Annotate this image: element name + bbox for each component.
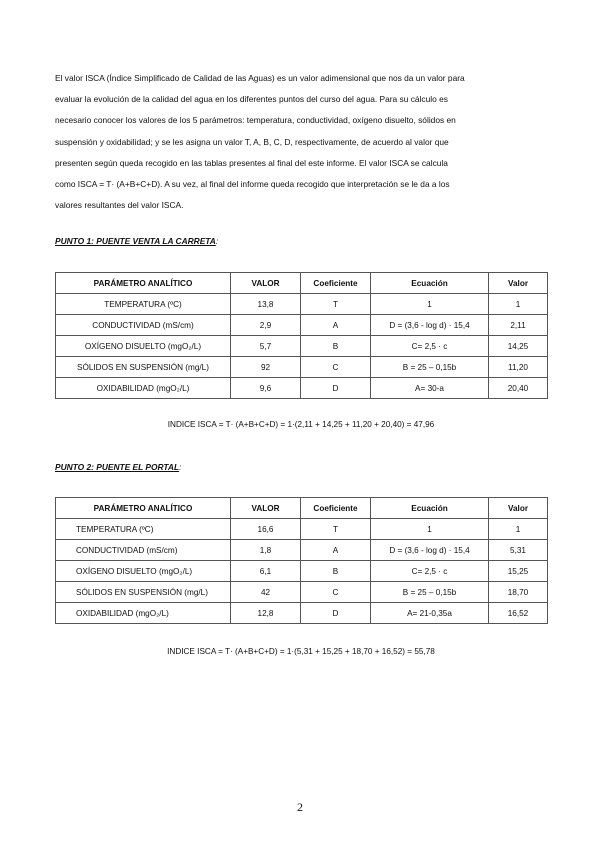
cell-coeficiente: T bbox=[301, 519, 371, 540]
page-number: 2 bbox=[297, 800, 303, 814]
header-coeficiente: Coeficiente bbox=[301, 273, 371, 294]
section-1-isca-formula: INDICE ISCA = T· (A+B+C+D) = 1·(2,11 + 14,25 + 11,20 + 20,40) = 47,96 bbox=[167, 420, 435, 429]
table-row bbox=[56, 540, 548, 561]
cell-valor: 9,6 bbox=[231, 378, 301, 399]
section-2-title-text: PUNTO 2: PUENTE EL PORTAL bbox=[55, 462, 180, 472]
table-row bbox=[56, 378, 548, 399]
intro-line: como ISCA = T· (A+B+C+D). A su vez, al final del informe queda recogido que interpretación se le da a los bbox=[55, 179, 450, 190]
cell-valor: 12,8 bbox=[231, 603, 301, 624]
table-row bbox=[56, 582, 548, 603]
cell-parametro: SÓLIDOS EN SUSPENSIÓN (mg/L) bbox=[56, 357, 231, 378]
table-header-row bbox=[56, 273, 548, 294]
header-valor: VALOR bbox=[231, 498, 301, 519]
cell-valor: 16,6 bbox=[231, 519, 301, 540]
cell-valor: 2,9 bbox=[231, 315, 301, 336]
cell-ecuacion: B = 25 – 0,15b bbox=[371, 582, 489, 603]
cell-resultado: 1 bbox=[489, 519, 548, 540]
cell-resultado: 2,11 bbox=[489, 315, 548, 336]
cell-parametro: OXÍGENO DISUELTO (mgO₂/L) bbox=[56, 561, 231, 582]
cell-coeficiente: B bbox=[301, 561, 371, 582]
header-parametro: PARÁMETRO ANALÍTICO bbox=[56, 273, 231, 294]
cell-valor: 5,7 bbox=[231, 336, 301, 357]
cell-ecuacion: A= 30-a bbox=[371, 378, 489, 399]
cell-resultado: 14,25 bbox=[489, 336, 548, 357]
header-ecuacion: Ecuación bbox=[371, 273, 489, 294]
cell-parametro: CONDUCTIVIDAD (mS/cm) bbox=[56, 315, 231, 336]
cell-coeficiente: T bbox=[301, 294, 371, 315]
cell-ecuacion: C= 2,5 · c bbox=[371, 561, 489, 582]
table-row bbox=[56, 336, 548, 357]
section-1-title-text: PUNTO 1: PUENTE VENTA LA CARRETA bbox=[55, 236, 216, 246]
cell-parametro: SÓLIDOS EN SUSPENSIÓN (mg/L) bbox=[56, 582, 231, 603]
cell-parametro: TEMPERATURA (ºC) bbox=[56, 294, 231, 315]
cell-parametro: OXÍGENO DISUELTO (mgO₂/L) bbox=[56, 336, 231, 357]
cell-ecuacion: C= 2,5 · c bbox=[371, 336, 489, 357]
cell-valor: 1,8 bbox=[231, 540, 301, 561]
section-1-table bbox=[55, 272, 548, 399]
intro-paragraph bbox=[55, 68, 545, 216]
table-header-row bbox=[56, 498, 548, 519]
cell-ecuacion: D = (3,6 - log d) · 15,4 bbox=[371, 540, 489, 561]
header-valor: VALOR bbox=[231, 273, 301, 294]
cell-coeficiente: B bbox=[301, 336, 371, 357]
section-1-title-colon: : bbox=[215, 236, 219, 246]
cell-coeficiente: A bbox=[301, 315, 371, 336]
table-row bbox=[56, 603, 548, 624]
cell-ecuacion: B = 25 – 0,15b bbox=[371, 357, 489, 378]
cell-coeficiente: D bbox=[301, 603, 371, 624]
cell-coeficiente: D bbox=[301, 378, 371, 399]
header-coeficiente: Coeficiente bbox=[301, 498, 371, 519]
cell-parametro: OXIDABILIDAD (mgO₂/L) bbox=[56, 378, 231, 399]
header-valor-result: Valor bbox=[489, 498, 548, 519]
section-2-table bbox=[55, 497, 548, 624]
cell-valor: 6,1 bbox=[231, 561, 301, 582]
section-1-title bbox=[55, 236, 218, 246]
table-row bbox=[56, 357, 548, 378]
cell-valor: 13,8 bbox=[231, 294, 301, 315]
cell-resultado: 1 bbox=[489, 294, 548, 315]
intro-line: evaluar la evolución de la calidad del agua en los diferentes puntos del curso del agua. Para su cálculo es bbox=[55, 94, 448, 105]
header-valor-result: Valor bbox=[489, 273, 548, 294]
intro-line: valores resultantes del valor ISCA. bbox=[55, 200, 184, 211]
intro-line: necesario conocer los valores de los 5 parámetros: temperatura, conductividad, oxígeno disuelto, sólidos en bbox=[55, 115, 456, 126]
cell-coeficiente: C bbox=[301, 357, 371, 378]
cell-resultado: 16,52 bbox=[489, 603, 548, 624]
section-2-isca-formula: INDICE ISCA = T· (A+B+C+D) = 1·(5,31 + 15,25 + 18,70 + 16,52) = 55,78 bbox=[167, 647, 435, 656]
intro-line: suspensión y oxidabilidad; y se les asigna un valor T, A, B, C, D, respectivamente, de acuerdo al valor que bbox=[55, 136, 449, 147]
header-ecuacion: Ecuación bbox=[371, 498, 489, 519]
header-parametro: PARÁMETRO ANALÍTICO bbox=[56, 498, 231, 519]
cell-coeficiente: A bbox=[301, 540, 371, 561]
cell-parametro: OXIDABILIDAD (mgO₂/L) bbox=[56, 603, 231, 624]
cell-ecuacion: 1 bbox=[371, 294, 489, 315]
table-row bbox=[56, 519, 548, 540]
cell-ecuacion: D = (3,6 - log d) · 15,4 bbox=[371, 315, 489, 336]
table-row bbox=[56, 315, 548, 336]
cell-resultado: 5,31 bbox=[489, 540, 548, 561]
section-2-title-colon: : bbox=[179, 462, 182, 472]
cell-resultado: 18,70 bbox=[489, 582, 548, 603]
cell-resultado: 11,20 bbox=[489, 357, 548, 378]
cell-valor: 42 bbox=[231, 582, 301, 603]
table-row bbox=[56, 561, 548, 582]
cell-ecuacion: 1 bbox=[371, 519, 489, 540]
cell-parametro: CONDUCTIVIDAD (mS/cm) bbox=[56, 540, 231, 561]
intro-line: presenten según queda recogido en las tablas presentes al final del este informe. El valor ISCA se calcula bbox=[55, 157, 448, 168]
cell-resultado: 20,40 bbox=[489, 378, 548, 399]
cell-valor: 92 bbox=[231, 357, 301, 378]
cell-resultado: 15,25 bbox=[489, 561, 548, 582]
section-2-title bbox=[55, 462, 181, 472]
table-row bbox=[56, 294, 548, 315]
intro-line: El valor ISCA (Índice Simplificado de Calidad de las Aguas) es un valor adimensional que nos da un valor para bbox=[55, 73, 465, 83]
cell-coeficiente: C bbox=[301, 582, 371, 603]
cell-parametro: TEMPERATURA (ºC) bbox=[56, 519, 231, 540]
cell-ecuacion: A= 21-0,35a bbox=[371, 603, 489, 624]
